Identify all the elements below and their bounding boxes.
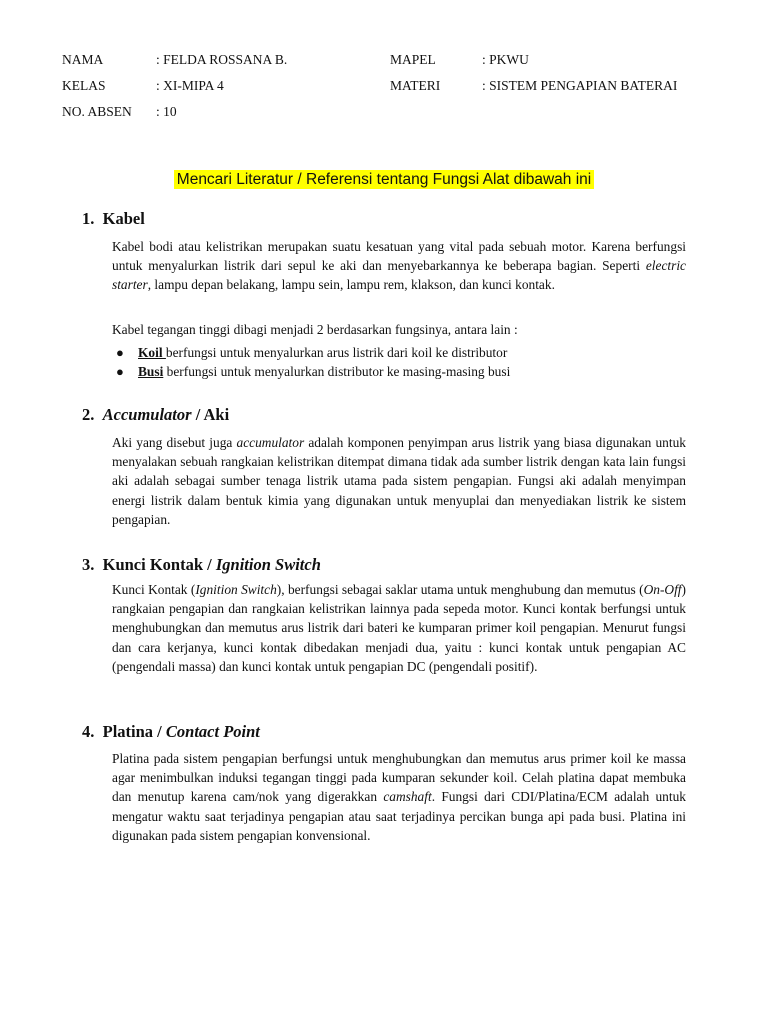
section-2-text-b: adalah komponen penyimpan arus listrik yang biasa digunakan untuk menyalakan sebuah rangkaian kelistrikan ditempat dimana tidak ada sumber listrik dengan kata lain fungsi aki adalah sebagai sumber tenaga listrik utama pada sistem pengapian. Fungsi aki adalah menyimpan energi listrik dalam bentuk kimia yang digunakan untuk menyuplai dan menyediakan listrik ke sistem pengapian. (112, 435, 686, 527)
section-3-italic-2: On-Off (643, 582, 682, 597)
absen-value: : 10 (156, 104, 177, 119)
section-3-text-c: ) rangkaian pengapian dan rangkaian kelistrikan lainnya pada sepeda motor. Kunci kontak berfungsi untuk menghubungkan dan memutus arus listrik dari bateri ke kumparan primer koil pengapian. Menurut fungsi dan cara kerjanya, kunci kontak dibedakan menjadi dua, yaitu : kunci kontak untuk pengapian AC (pengendali massa) dan kunci kontak untuk pengapian DC (pengendali positif). (112, 582, 686, 674)
section-1-p1-text-b: , lampu depan belakang, lampu sein, lampu rem, klakson, dan kunci kontak. (147, 277, 555, 293)
section-1-bullet-list (112, 343, 686, 381)
section-2-text-a: Aki yang disebut juga (112, 435, 237, 450)
materi-value: : SISTEM PENGAPIAN BATERAI (482, 78, 678, 93)
list-item (112, 362, 686, 381)
section-1-title: Kabel (102, 209, 145, 228)
bullet-text: berfungsi untuk menyalurkan arus listrik dari koil ke distributor (165, 345, 508, 360)
section-4-paragraph (112, 749, 686, 845)
title-wrap (0, 171, 768, 189)
section-2-paragraph (112, 433, 686, 529)
list-item (112, 343, 686, 362)
section-2-heading (82, 405, 229, 425)
bullet-icon: ● (116, 364, 124, 379)
bullet-keyword: Busi (138, 364, 164, 379)
section-1-paragraph-1 (112, 237, 686, 295)
absen-label: NO. ABSEN (62, 104, 132, 119)
section-4-text-b: . Fungsi dari CDI/Platina/ECM adalah untuk mengatur waktu saat terjadinya pengapian atau saat terjadinya percikan bunga api pada busi. Platina ini digunakan pada sistem pengapian konvensional. (112, 789, 686, 843)
section-3-text-a: Kunci Kontak ( (112, 582, 196, 597)
section-4-italic: camshaft (383, 789, 432, 805)
section-4-number: 4. (82, 722, 95, 741)
section-1-heading (82, 209, 145, 229)
kelas-value: : XI-MIPA 4 (156, 78, 224, 93)
section-3-heading (82, 555, 321, 575)
section-4-text-a: Platina pada sistem pengapian berfungsi untuk menghubungkan dan memutus arus primer koil ke massa agar menimbulkan induksi tegangan tinggi pada kumparan sekunder koil. Celah platina dapat membuka dan menutup karena cam/nok yang digerakkan (112, 751, 686, 805)
section-1-p1-text-a: Kabel bodi atau kelistrikan merupakan suatu kesatuan yang vital pada sebuah motor. Karena berfungsi untuk menyalurkan listrik dari sepul ke aki dan menyebarkannya ke beberapa bagian. Seperti (112, 239, 686, 274)
materi-label: MATERI (390, 78, 441, 93)
bullet-icon: ● (116, 345, 124, 360)
page-title: Mencari Literatur / Referensi tentang Fungsi Alat dibawah ini (174, 170, 594, 189)
mapel-value: : PKWU (482, 52, 529, 67)
section-3-italic-1: Ignition Switch (195, 582, 277, 597)
nama-value: : FELDA ROSSANA B. (156, 52, 288, 67)
section-1-paragraph-2: Kabel tegangan tinggi dibagi menjadi 2 berdasarkan fungsinya, antara lain : (112, 322, 518, 337)
section-3-paragraph (112, 580, 686, 676)
kelas-label: KELAS (62, 78, 106, 93)
section-3-number: 3. (82, 555, 95, 574)
section-3-title: Kunci Kontak / (102, 555, 216, 574)
bullet-keyword: Koil (138, 345, 166, 360)
section-4-heading (82, 722, 260, 742)
section-2-title-italic: Accumulator (102, 405, 192, 424)
bullet-text: berfungsi untuk menyalurkan distributor ke masing-masing busi (163, 364, 511, 379)
section-4-title-italic: Contact Point (165, 722, 260, 741)
section-2-italic: accumulator (236, 435, 305, 450)
section-3-title-italic: Ignition Switch (215, 555, 321, 574)
section-2-number: 2. (82, 405, 95, 424)
section-1-number: 1. (82, 209, 95, 228)
mapel-label: MAPEL (390, 52, 436, 67)
section-4-title: Platina / (102, 722, 166, 741)
section-2-title-rest: / Aki (191, 405, 230, 424)
section-3-text-b: ), berfungsi sebagai saklar utama untuk menghubung dan memutus ( (276, 582, 644, 597)
nama-label: NAMA (62, 52, 104, 67)
section-1-p1-italic: electric starter (112, 258, 686, 293)
